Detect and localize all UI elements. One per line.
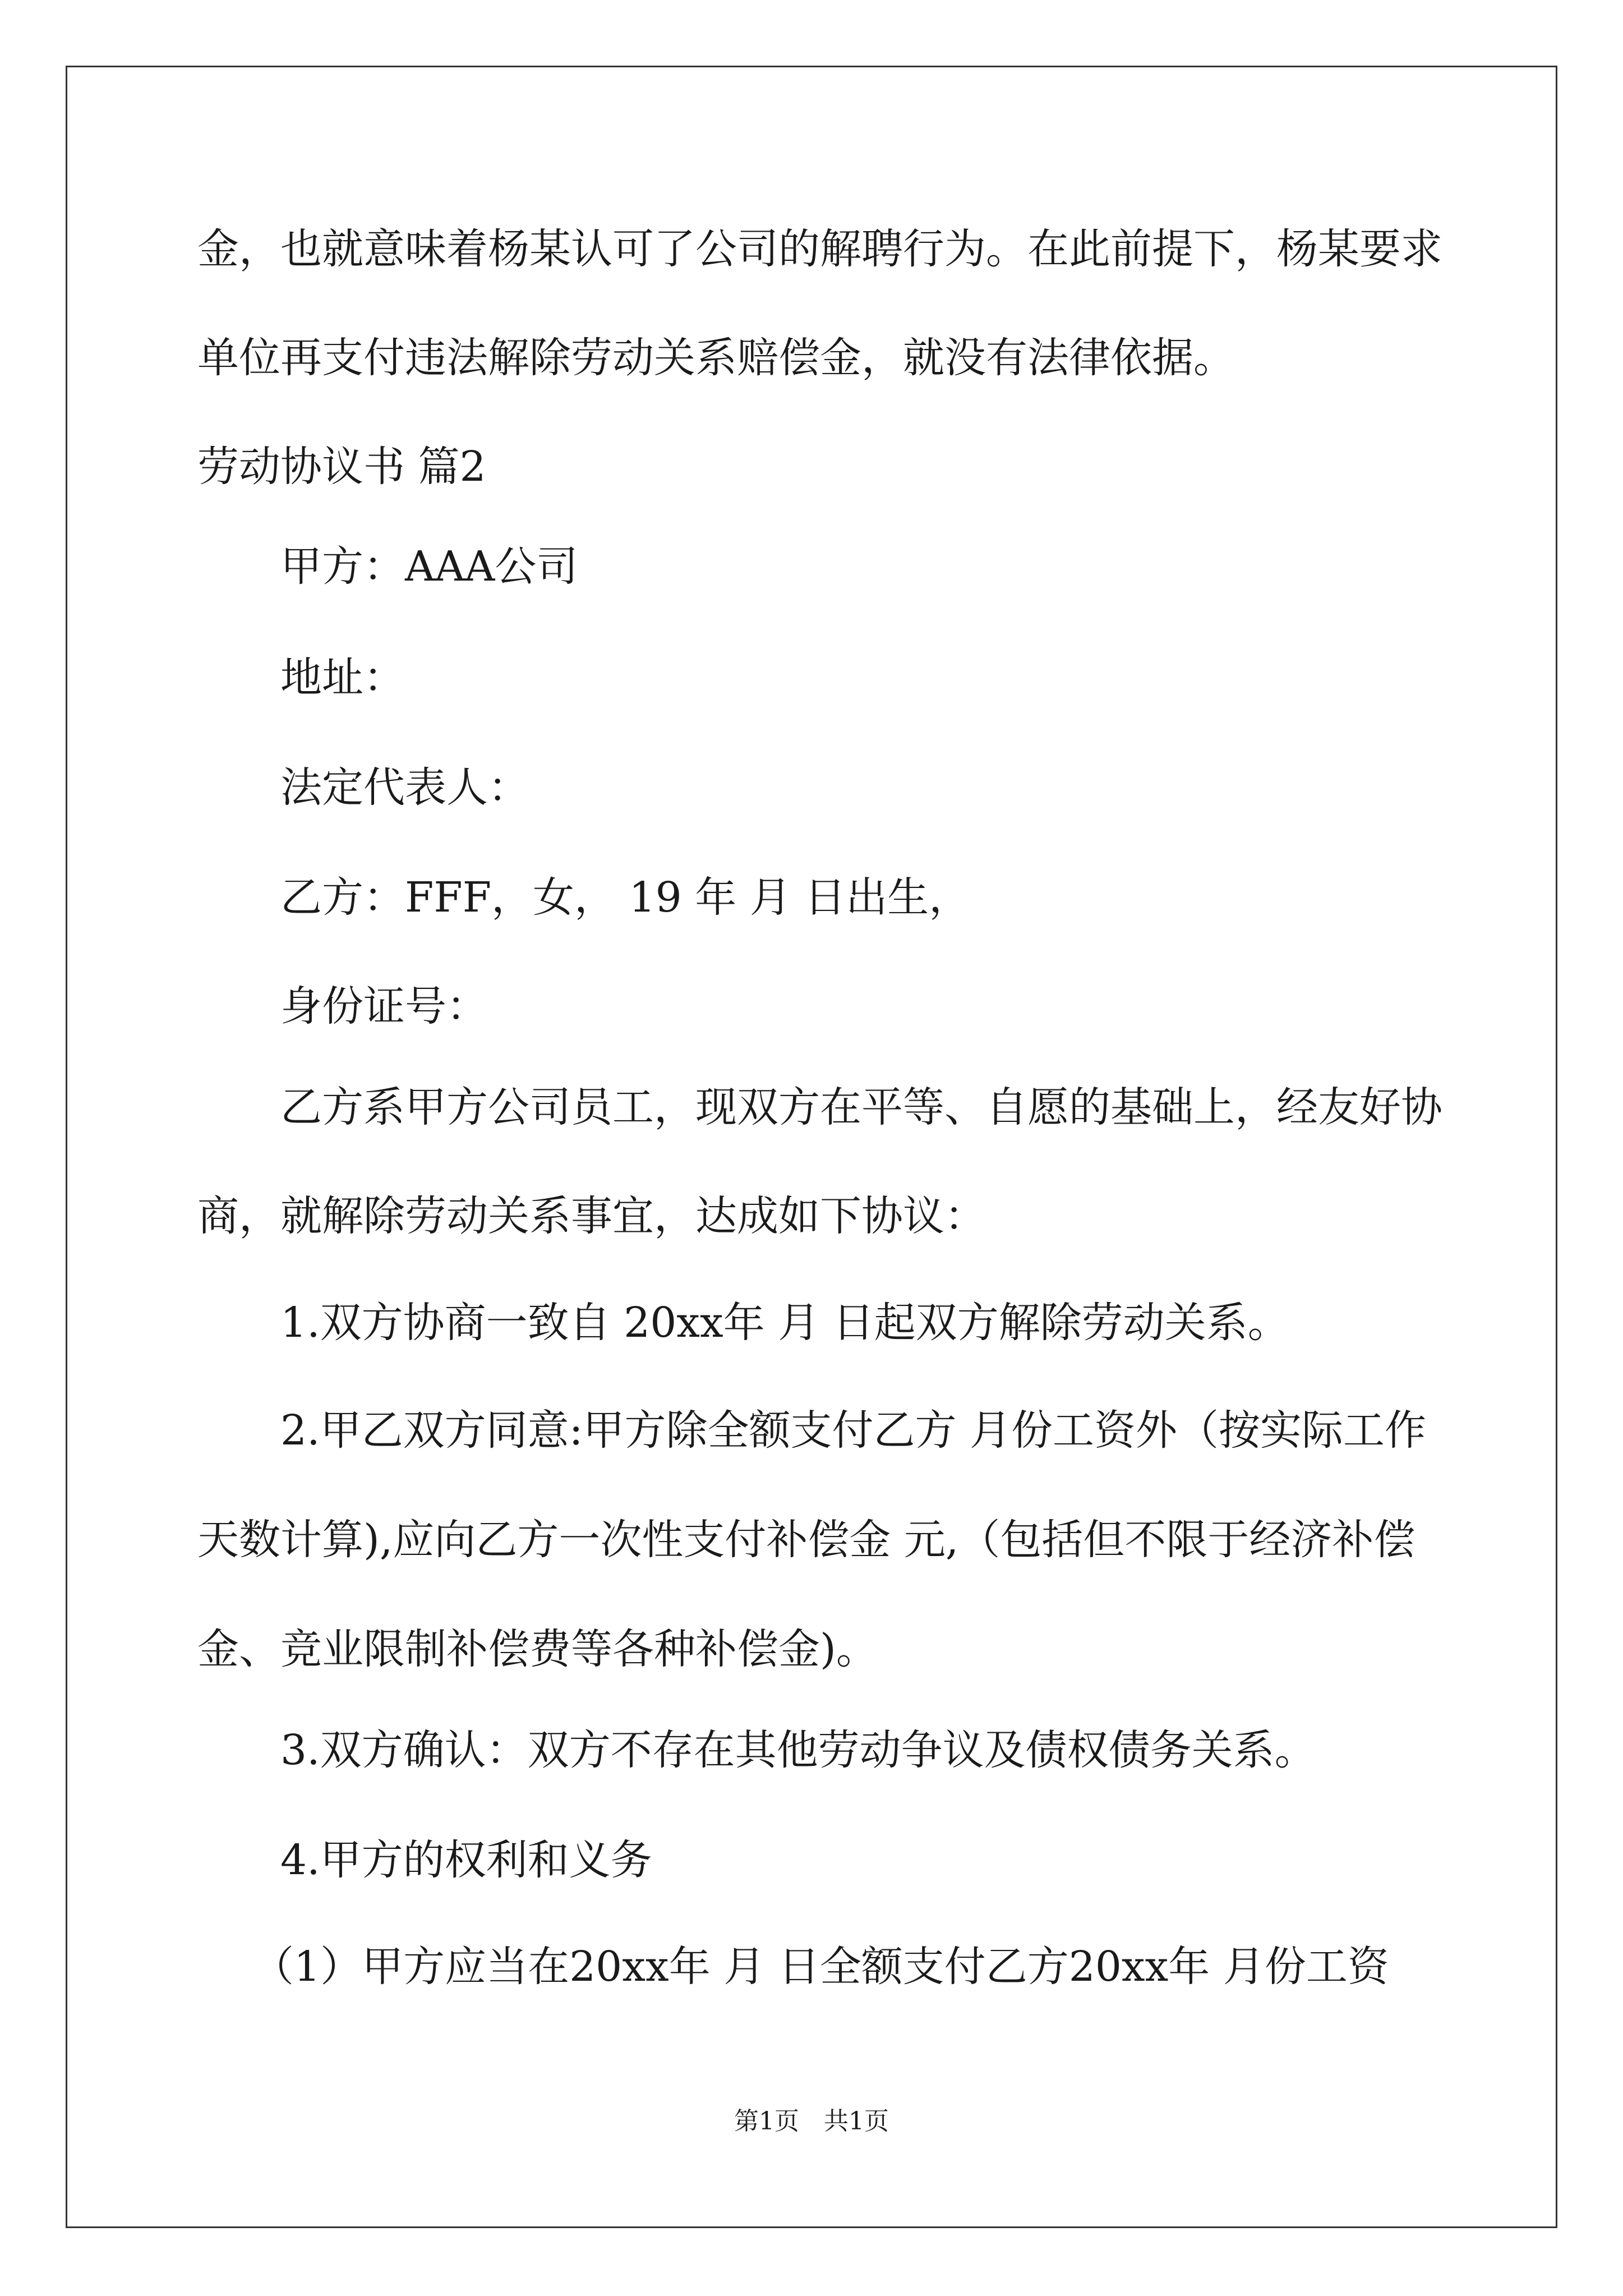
clause-4: 4.甲方的权利和义务 [280, 1836, 652, 1884]
paragraph-line: 单位再支付违法解除劳动关系赔偿金，就没有法律依据。 [197, 334, 1235, 382]
page-footer: 第1页 共1页 [734, 2107, 889, 2136]
party-b-line: 乙方：FFF，女， 19 年 月 日出生， [280, 873, 971, 922]
paragraph-line: 商，就解除劳动关系事宜，达成如下协议： [197, 1192, 986, 1240]
clause-2-continued: 金、竞业限制补偿费等各种补偿金)。 [197, 1625, 878, 1673]
clause-2-continued: 天数计算),应向乙方一次性支付补偿金 元,（包括但不限于经济补偿 [197, 1516, 1415, 1564]
paragraph-line: 乙方系甲方公司员工，现双方在平等、自愿的基础上，经友好协 [280, 1083, 1442, 1131]
id-number-line: 身份证号： [280, 982, 488, 1030]
clause-3: 3.双方确认：双方不存在其他劳动争议及债权债务关系。 [280, 1726, 1316, 1774]
section-heading: 劳动协议书 篇2 [197, 443, 486, 491]
legal-representative-line: 法定代表人： [280, 763, 529, 812]
party-a-line: 甲方：AAA公司 [280, 542, 578, 591]
clause-2: 2.甲乙双方同意:甲方除全额支付乙方 月份工资外（按实际工作 [280, 1406, 1427, 1455]
page-border [66, 66, 1557, 2228]
address-line: 地址： [280, 654, 405, 702]
clause-4-item-1: （1）甲方应当在20xx年 月 日全额支付乙方20xx年 月份工资 [252, 1943, 1389, 1991]
clause-1: 1.双方协商一致自 20xx年 月 日起双方解除劳动关系。 [280, 1299, 1289, 1347]
paragraph-line: 金，也就意味着杨某认可了公司的解聘行为。在此前提下，杨某要求 [197, 225, 1442, 273]
